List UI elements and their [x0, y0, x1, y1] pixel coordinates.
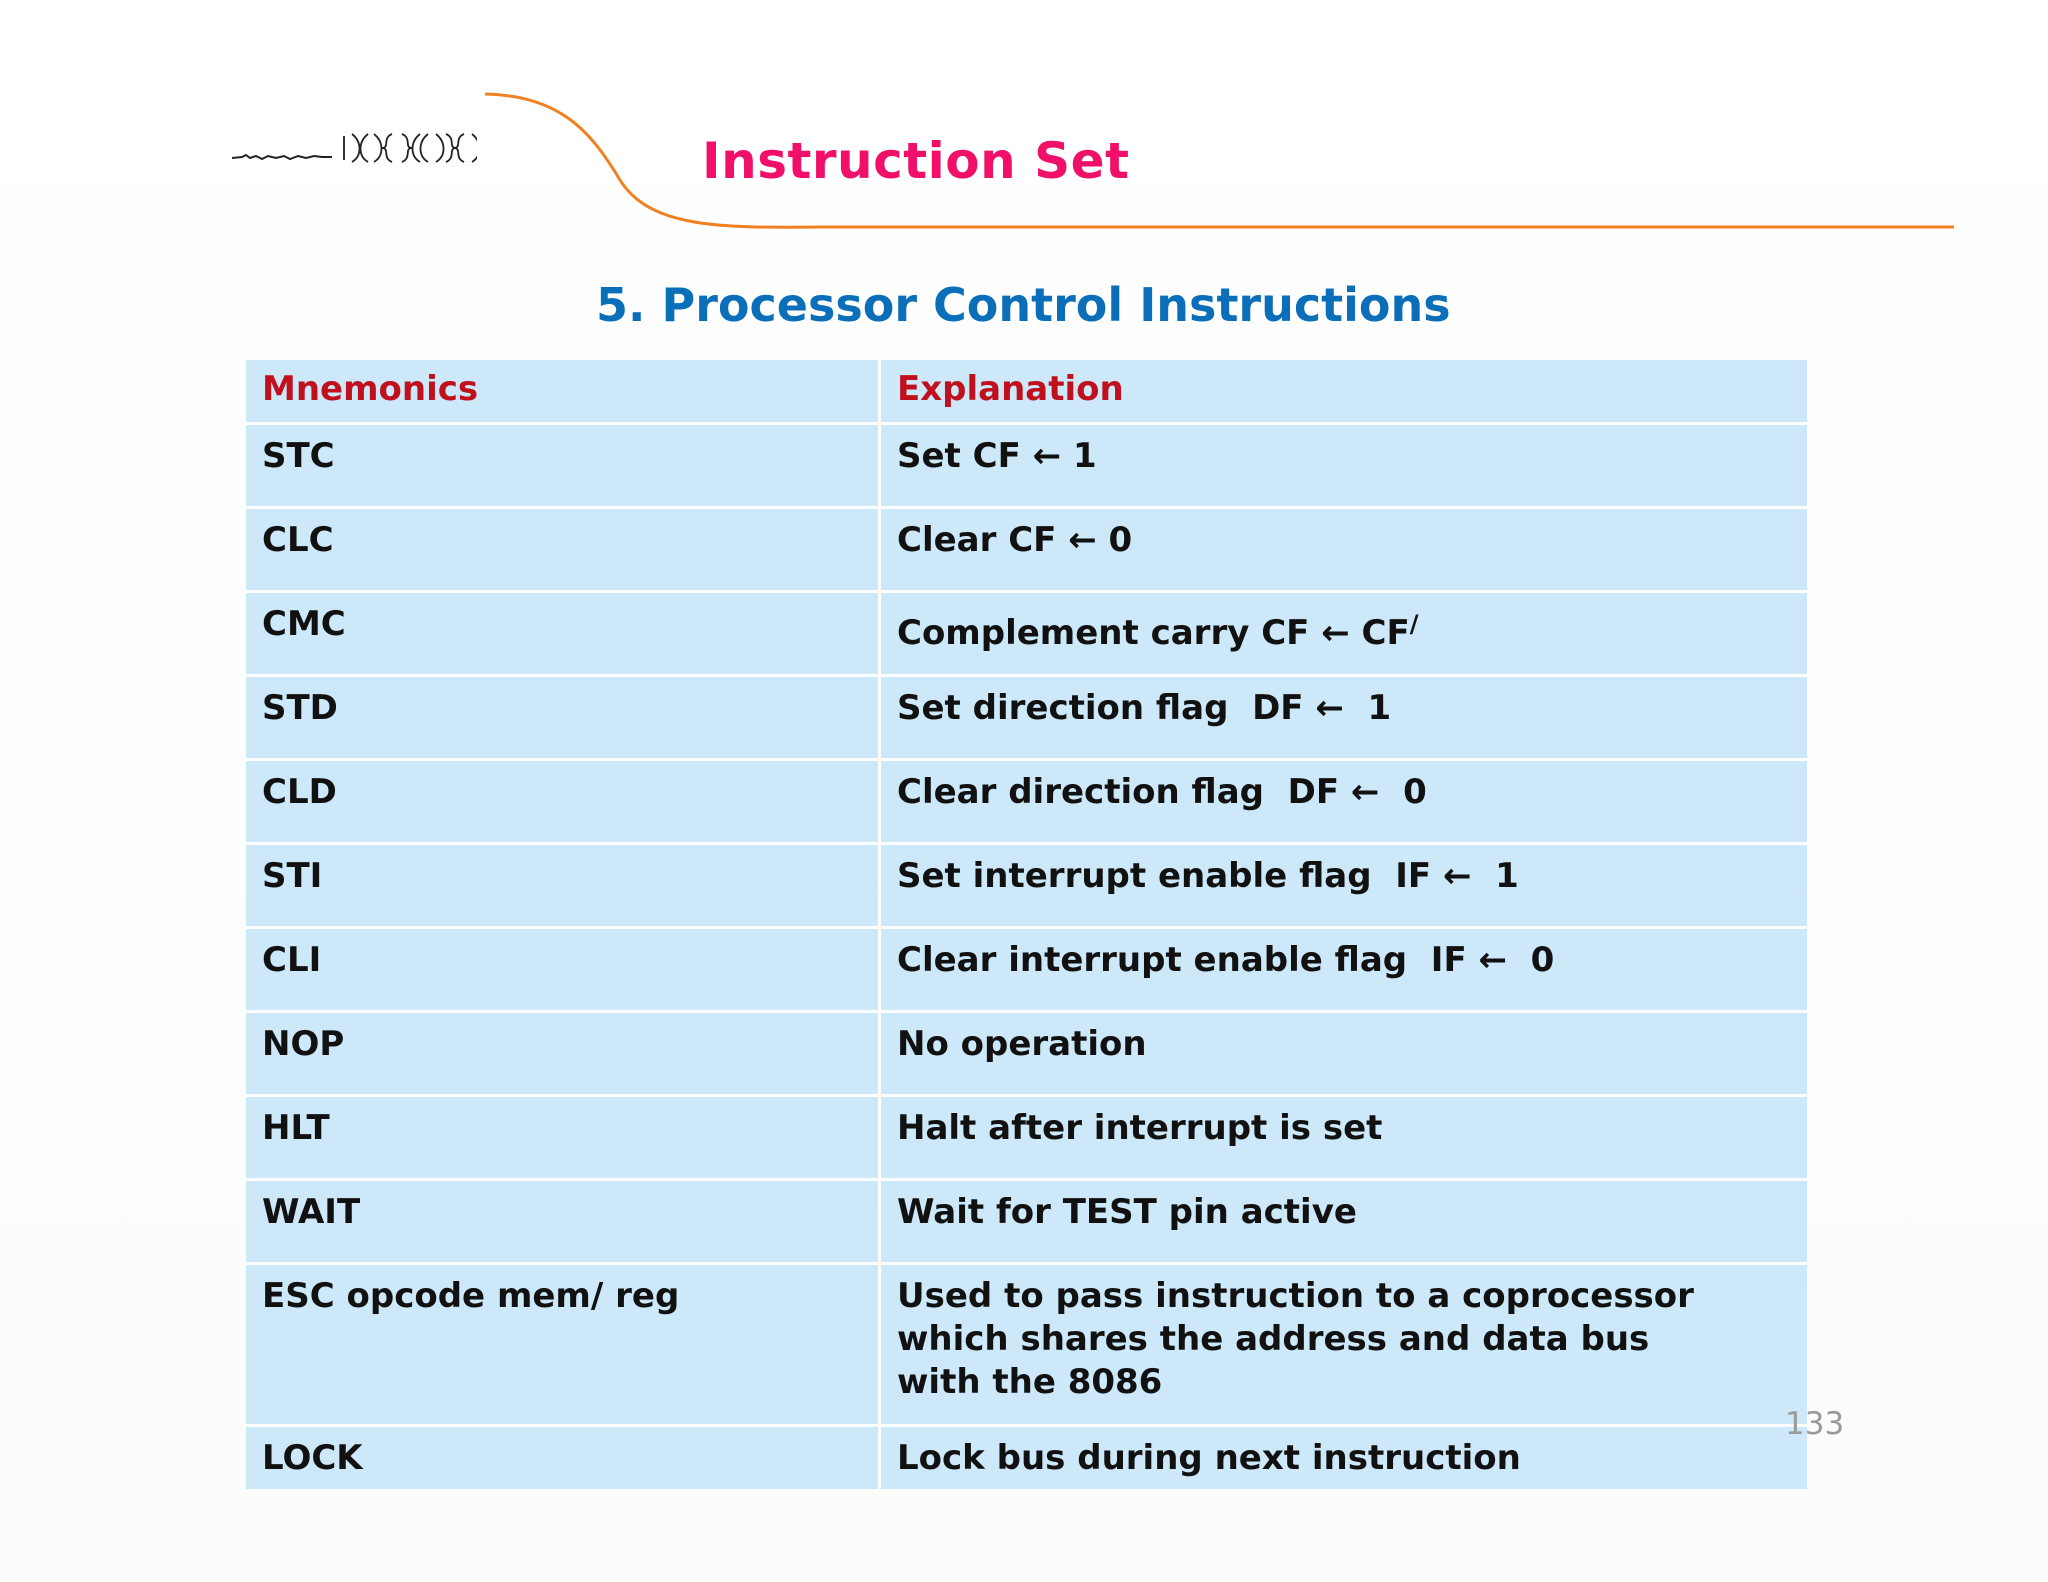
table-row	[246, 761, 1807, 842]
explanation-line: with the 8086	[897, 1362, 1163, 1402]
table-row	[246, 1181, 1807, 1262]
mnemonic-cell: HLT	[246, 1097, 878, 1178]
mnemonic-cell: CLI	[246, 929, 878, 1010]
mnemonic-cell: CLC	[246, 509, 878, 590]
column-header-mnemonics: Mnemonics	[246, 360, 878, 422]
mnemonic-cell: ESC opcode mem/ reg	[246, 1265, 878, 1424]
table-row	[246, 1265, 1807, 1424]
mnemonic-cell: STI	[246, 845, 878, 926]
mnemonic-cell: CLD	[246, 761, 878, 842]
explanation-cell: Set interrupt enable flag IF ← 1	[881, 845, 1807, 926]
table-row	[246, 845, 1807, 926]
column-header-explanation: Explanation	[881, 360, 1807, 422]
table-row	[246, 929, 1807, 1010]
table-row	[246, 1013, 1807, 1094]
explanation-cell: Clear CF ← 0	[881, 509, 1807, 590]
explanation-cell: Lock bus during next instruction	[881, 1427, 1807, 1489]
mnemonic-cell: LOCK	[246, 1427, 878, 1489]
signature-logo	[232, 126, 477, 168]
table-row	[246, 677, 1807, 758]
table-row	[246, 593, 1807, 674]
table-row	[246, 509, 1807, 590]
explanation-cell: Halt after interrupt is set	[881, 1097, 1807, 1178]
mnemonic-cell: STC	[246, 425, 878, 506]
explanation-cell: Clear direction flag DF ← 0	[881, 761, 1807, 842]
table-header-row	[246, 360, 1807, 422]
explanation-cell: Set direction flag DF ← 1	[881, 677, 1807, 758]
table-row	[246, 1427, 1807, 1489]
explanation-cell	[881, 593, 1807, 674]
table-row	[246, 1097, 1807, 1178]
explanation-cell: Clear interrupt enable flag IF ← 0	[881, 929, 1807, 1010]
explanation-cell: Wait for TEST pin active	[881, 1181, 1807, 1262]
table-row	[246, 425, 1807, 506]
slide-title: Instruction Set	[702, 132, 1130, 190]
instruction-table	[243, 357, 1810, 1492]
mnemonic-cell: CMC	[246, 593, 878, 674]
mnemonic-cell: STD	[246, 677, 878, 758]
prime-superscript: /	[1409, 610, 1419, 638]
mnemonic-cell: NOP	[246, 1013, 878, 1094]
explanation-cell: No operation	[881, 1013, 1807, 1094]
explanation-cell	[881, 1265, 1807, 1424]
mnemonic-cell: WAIT	[246, 1181, 878, 1262]
explanation-cell: Set CF ← 1	[881, 425, 1807, 506]
explanation-text: Complement carry CF ← CF	[897, 613, 1410, 653]
page-number: 133	[1785, 1406, 1845, 1442]
section-heading: 5. Processor Control Instructions	[596, 278, 1451, 332]
explanation-line: Used to pass instruction to a coprocessor	[897, 1276, 1694, 1316]
explanation-line: which shares the address and data bus	[897, 1319, 1650, 1359]
